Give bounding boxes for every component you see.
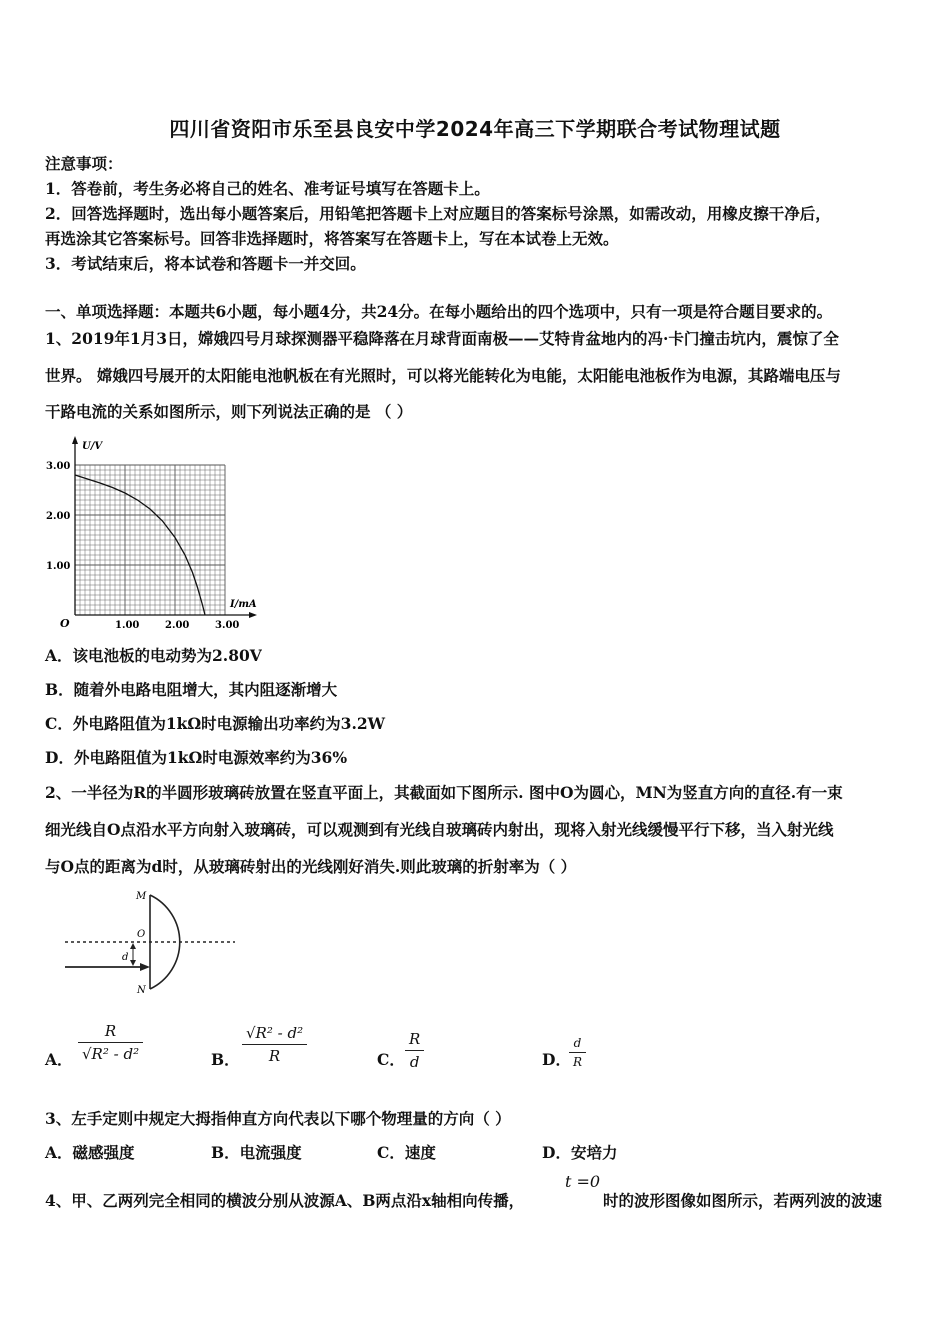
question-2-line: 细光线自O点沿水平方向射入玻璃砖，可以观测到有光线自玻璃砖内射出，现将入射光线缓慢平行下移，当入射光线 — [45, 820, 834, 839]
label-o: O — [137, 929, 146, 940]
question-4-line: 4、甲、乙两列完全相同的横波分别从波源A、B两点沿x轴相向传播， — [45, 1191, 525, 1210]
question-1-line: 1、2019年1月3日，嫦娥四号月球探测器平稳降落在月球背面南极——艾特肯盆地内的冯·卡门撞击坑内，震惊了全 — [45, 329, 839, 348]
notice-item: 2．回答选择题时，选出每小题答案后，用铅笔把答题卡上对应题目的答案标号涂黑，如需改动，用橡皮擦干净后， — [45, 204, 831, 223]
question-2-line: 2、一半径为R的半圆形玻璃砖放置在竖直平面上，其截面如下图所示. 图中O为圆心，MN为竖直方向的直径.有一束 — [45, 783, 843, 802]
option-c: C． — [377, 1050, 405, 1069]
option-d: D． — [542, 1050, 571, 1069]
option-b: B．随着外电路电阻增大，其内阻逐渐增大 — [45, 680, 338, 699]
y-tick-label: 2.00 — [46, 511, 71, 522]
option-c: C．外电路阻值为1kΩ时电源输出功率约为3.2W — [45, 714, 386, 733]
option-d: D．外电路阻值为1kΩ时电源效率约为36% — [45, 748, 348, 767]
u-i-chart — [40, 435, 270, 635]
option-a: A． — [45, 1050, 73, 1069]
y-tick-label: 1.00 — [46, 561, 71, 572]
option-c: C．速度 — [377, 1143, 436, 1162]
chart-grid — [75, 465, 225, 615]
fraction-b-denominator: R — [242, 1044, 307, 1065]
fraction-d-numerator: d — [573, 1036, 582, 1050]
option-a: A．该电池板的电动势为2.80V — [45, 646, 262, 665]
x-tick-label: 3.00 — [215, 620, 240, 631]
notice-item: 1．答卷前，考生务必将自己的姓名、准考证号填写在答题卡上。 — [45, 179, 490, 198]
fraction-a-denominator: √R² - d² — [78, 1042, 143, 1063]
x-tick-label: 1.00 — [115, 620, 140, 631]
x-tick-label: 2.00 — [165, 620, 190, 631]
y-tick-label: 3.00 — [46, 461, 71, 472]
label-m: M — [136, 891, 147, 902]
time-zero-formula: t =0 — [565, 1172, 601, 1191]
notice-item: 再选涂其它答案标号。回答非选择题时，将答案写在答题卡上，写在本试卷上无效。 — [45, 229, 619, 248]
option-d: D．安培力 — [542, 1143, 618, 1162]
x-axis-arrow — [249, 612, 257, 618]
fraction-c-denominator: d — [405, 1050, 424, 1071]
x-axis-label: I/mA — [230, 599, 257, 610]
question-4-line: 时的波形图像如图所示，若两列波的波速 — [603, 1191, 883, 1210]
glass-semicircle-figure — [60, 885, 250, 1000]
option-b: B． — [211, 1050, 240, 1069]
fraction-b — [242, 1024, 307, 1065]
fraction-d — [569, 1036, 586, 1069]
question-3-line: 3、左手定则中规定大拇指伸直方向代表以下哪个物理量的方向（ ） — [45, 1109, 511, 1128]
fraction-a-numerator: R — [104, 1022, 117, 1040]
fraction-b-numerator: √R² - d² — [246, 1024, 304, 1042]
fraction-c — [405, 1030, 424, 1071]
fraction-c-numerator: R — [409, 1030, 421, 1048]
option-a: A．磁感强度 — [45, 1143, 135, 1162]
page-title: 四川省资阳市乐至县良安中学2024年高三下学期联合考试物理试题 — [169, 117, 781, 141]
y-axis-label: U/V — [82, 441, 103, 452]
fraction-d-denominator: R — [569, 1052, 586, 1069]
fraction-a — [78, 1022, 143, 1063]
origin-label: O — [60, 617, 70, 630]
notice-item: 3．考试结束后，将本试卷和答题卡一并交回。 — [45, 254, 366, 273]
question-2-line: 与O点的距离为d时，从玻璃砖射出的光线刚好消失.则此玻璃的折射率为（ ） — [45, 857, 577, 876]
chart-axes — [72, 436, 257, 618]
label-d: d — [122, 952, 129, 963]
notice-heading: 注意事项： — [45, 154, 123, 173]
y-axis-arrow — [72, 436, 78, 444]
question-1-line: 世界。 嫦娥四号展开的太阳能电池帆板在有光照时，可以将光能转化为电能，太阳能电池板作为电源，其路端电压与 — [45, 366, 841, 385]
label-n: N — [137, 985, 146, 996]
question-1-line: 干路电流的关系如图所示，则下列说法正确的是 （ ） — [45, 402, 413, 421]
option-b: B．电流强度 — [211, 1143, 302, 1162]
section-heading: 一、单项选择题：本题共6小题，每小题4分，共24分。在每小题给出的四个选项中，只有一项是符合题目要求的。 — [45, 302, 833, 321]
